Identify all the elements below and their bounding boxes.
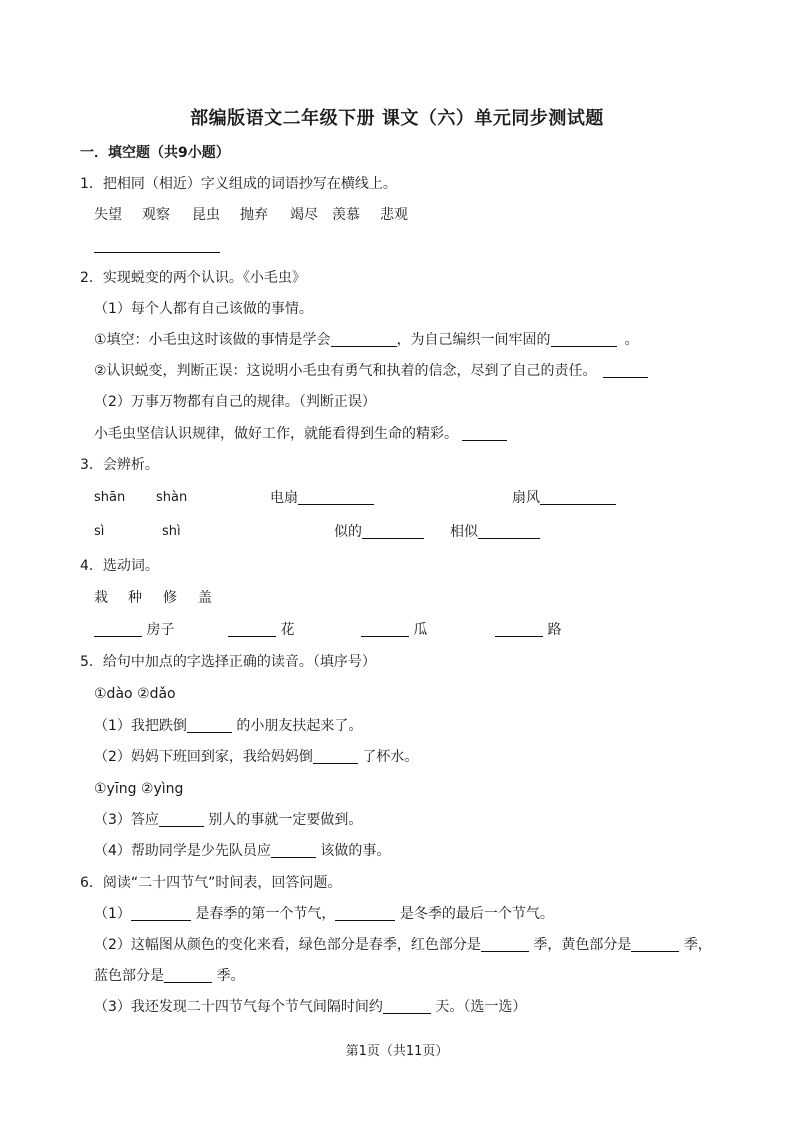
- q5-blank-2[interactable]: [313, 748, 358, 764]
- q1-word: 竭尽: [290, 207, 318, 223]
- q3-word: 似的: [334, 524, 362, 540]
- q6-text: 季，: [683, 937, 712, 953]
- q4-blank[interactable]: [228, 621, 276, 637]
- q3-blank-3[interactable]: [362, 523, 424, 539]
- q1-word: 羡慕: [332, 207, 360, 223]
- q5-sentence: 的小朋友扶起来了。: [236, 718, 363, 734]
- q1-word: 昆虫: [192, 207, 220, 223]
- q6-text: 蓝色部分是: [94, 968, 164, 984]
- q5-blank-4[interactable]: [271, 842, 316, 858]
- q6-text: 季。: [216, 968, 245, 984]
- q1-word: 抛弃: [240, 207, 268, 223]
- q5-sentence: （4）帮助同学是少先队员应: [94, 843, 271, 859]
- q6-text: 季，黄色部分是: [533, 937, 632, 953]
- q6-text: （2）这幅图从颜色的变化来看，绿色部分是春季，红色部分是: [94, 937, 481, 953]
- q6-blank-5[interactable]: [164, 967, 212, 983]
- q3-pinyin: sì: [94, 524, 105, 539]
- q2-fill-text: 。: [624, 332, 639, 348]
- q2-fill-text: ，为自己编织一间牢固的: [396, 332, 551, 348]
- q3-word: 相似: [450, 524, 478, 540]
- q6-text: （1）: [94, 906, 131, 922]
- q6-text: （3）我还发现二十四节气每个节气间隔时间约: [94, 999, 383, 1015]
- q2-judge-blank-1[interactable]: [603, 362, 648, 378]
- section-heading: 一．填空题（共9小题）: [80, 145, 230, 161]
- q6-blank-3[interactable]: [481, 936, 529, 952]
- q4-object: 瓜: [413, 622, 428, 638]
- q6-text: 是春季的第一个节气，: [195, 906, 336, 922]
- q4-blank[interactable]: [361, 621, 409, 637]
- q4-verb: 栽: [94, 590, 108, 606]
- q5-sentence: （3）答应: [94, 812, 159, 828]
- q4-verb: 盖: [198, 590, 212, 606]
- q5-sentence: 别人的事就一定要做到。: [208, 812, 363, 828]
- q6-text: 天。（选一选）: [435, 999, 527, 1015]
- q5-options-2: ①yīng ②yìng: [94, 781, 184, 797]
- q5-sentence: （1）我把跌倒: [94, 718, 187, 734]
- q3-pinyin: shì: [162, 524, 181, 539]
- q3-blank-2[interactable]: [540, 489, 616, 505]
- q2-judge-text: 小毛虫坚信认识规律，做好工作，就能看得到生命的精彩。: [94, 426, 458, 442]
- q4-object: 路: [547, 622, 562, 638]
- q2-fill-blank-1[interactable]: [331, 331, 397, 347]
- q3-blank-4[interactable]: [478, 523, 540, 539]
- q5-stem: 5．给句中加点的字选择正确的读音。（填序号）: [80, 654, 376, 670]
- q6-blank-6[interactable]: [383, 998, 431, 1014]
- q3-pinyin: shàn: [156, 490, 188, 505]
- q5-options-1: ①dào ②dǎo: [94, 686, 176, 702]
- q3-blank-1[interactable]: [298, 489, 374, 505]
- q1-stem: 1．把相同（相近）字义组成的词语抄写在横线上。: [80, 176, 397, 192]
- q3-word: 扇风: [512, 490, 540, 506]
- q3-word: 电扇: [270, 490, 298, 506]
- q5-sentence: 该做的事。: [320, 843, 391, 859]
- q5-blank-3[interactable]: [159, 811, 204, 827]
- q5-sentence: （2）妈妈下班回到家，我给妈妈倒: [94, 749, 313, 765]
- q6-text: 是冬季的最后一个节气。: [399, 906, 554, 922]
- q4-blank[interactable]: [495, 621, 543, 637]
- q4-blank[interactable]: [94, 621, 142, 637]
- q2-sub2: （2）万事万物都有自己的规律。（判断正误）: [94, 394, 376, 410]
- page-title: 部编版语文二年级下册 课文（六）单元同步测试题: [190, 108, 604, 129]
- page-footer: 第1页（共11页）: [345, 1044, 449, 1059]
- q1-answer-blank[interactable]: [94, 237, 220, 253]
- q2-stem: 2．实现蜕变的两个认识。《小毛虫》: [80, 270, 306, 286]
- q2-judge-text: ②认识蜕变，判断正误：这说明小毛虫有勇气和执着的信念，尽到了自己的责任。: [94, 363, 597, 379]
- q6-blank-1[interactable]: [131, 905, 191, 921]
- q2-fill-text: ①填空：小毛虫这时该做的事情是学会: [94, 332, 331, 348]
- q4-object: 房子: [146, 622, 175, 638]
- q2-fill-blank-2[interactable]: [551, 331, 617, 347]
- q2-judge-blank-2[interactable]: [462, 425, 507, 441]
- q4-verb: 修: [163, 590, 177, 606]
- q4-verb: 种: [128, 590, 142, 606]
- q1-word: 失望: [94, 207, 122, 223]
- q5-blank-1[interactable]: [187, 717, 232, 733]
- q4-object: 花: [280, 622, 295, 638]
- q3-stem: 3．会辨析。: [80, 457, 159, 473]
- q6-stem: 6．阅读“二十四节气”时间表，回答问题。: [80, 875, 342, 891]
- q1-word: 悲观: [380, 207, 408, 223]
- q4-stem: 4．选动词。: [80, 558, 159, 574]
- q1-word: 观察: [142, 207, 170, 223]
- q2-sub1: （1）每个人都有自己该做的事情。: [94, 301, 313, 317]
- q6-blank-2[interactable]: [335, 905, 395, 921]
- q3-pinyin: shān: [94, 490, 126, 505]
- q5-sentence: 了杯水。: [362, 749, 419, 765]
- q6-blank-4[interactable]: [631, 936, 679, 952]
